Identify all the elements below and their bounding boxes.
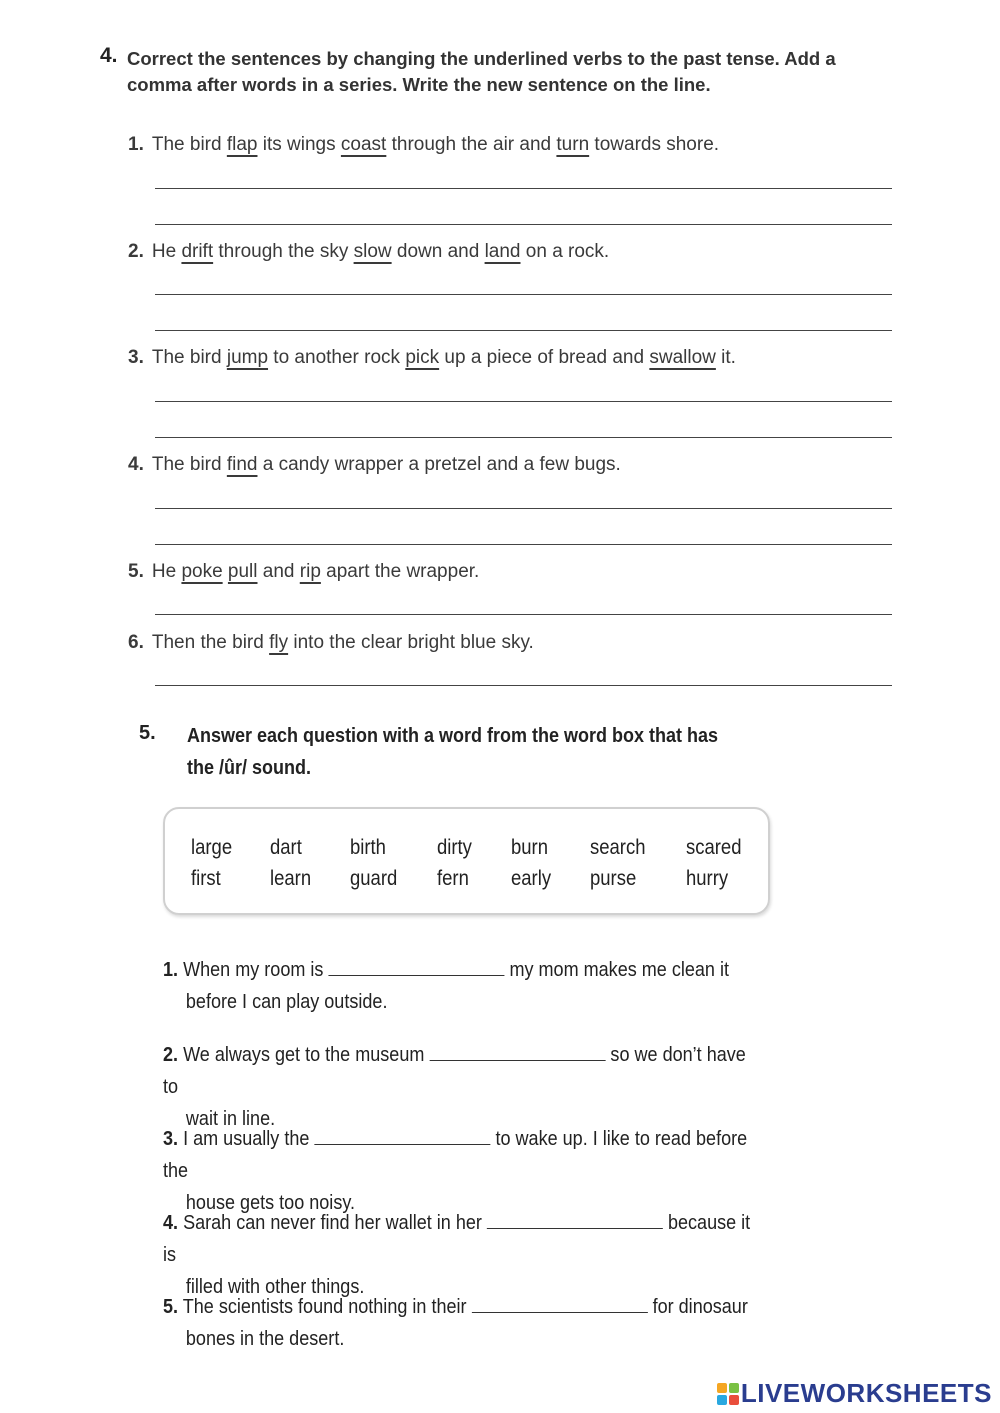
question-number: 1. bbox=[163, 958, 179, 981]
section-4-number: 4. bbox=[100, 44, 118, 67]
question-item bbox=[163, 1207, 761, 1303]
sentence-number: 6. bbox=[128, 632, 144, 653]
liveworksheets-logo bbox=[717, 1378, 992, 1409]
word-box-word: hurry bbox=[686, 867, 729, 890]
underlined-verb: flap bbox=[226, 134, 258, 155]
word-box-word: burn bbox=[511, 836, 548, 859]
brand-name: LIVEWORKSHEETS bbox=[740, 1378, 992, 1408]
sentence-text: to another rock bbox=[268, 347, 406, 368]
sentence-text: and bbox=[257, 561, 300, 582]
sentence-text: The bird bbox=[151, 454, 227, 475]
sentence-text: on a rock. bbox=[520, 241, 610, 262]
sentence-number: 5. bbox=[128, 561, 144, 582]
question-line-1 bbox=[163, 954, 761, 986]
question-text-before: I am usually the bbox=[183, 1127, 310, 1150]
question-item bbox=[163, 1039, 761, 1135]
question-number: 2. bbox=[163, 1043, 179, 1066]
word-box-word: first bbox=[191, 867, 221, 890]
answer-line[interactable] bbox=[155, 544, 892, 545]
word-box bbox=[163, 807, 770, 915]
sentence-text: it. bbox=[715, 347, 736, 368]
sentence-text: He bbox=[151, 561, 182, 582]
sentence-text: The bird bbox=[151, 134, 227, 155]
word-box-word: learn bbox=[270, 867, 312, 890]
underlined-verb: poke bbox=[181, 561, 223, 582]
underlined-verb: turn bbox=[556, 134, 590, 155]
section-5-instruction bbox=[187, 720, 745, 784]
question-text-after: so we don’t have to bbox=[163, 1043, 746, 1098]
answer-blank[interactable] bbox=[328, 957, 504, 976]
section-4-instruction: Correct the sentences by changing the underlined verbs to the past tense. Add a comma after words in a series. Write the new sentence on the line. bbox=[127, 48, 836, 95]
answer-blank[interactable] bbox=[472, 1294, 648, 1313]
answer-blank[interactable] bbox=[314, 1126, 490, 1145]
word-box-word: dart bbox=[270, 836, 302, 859]
question-text-before: Sarah can never find her wallet in her bbox=[183, 1211, 482, 1234]
answer-line[interactable] bbox=[155, 188, 892, 189]
question-text-after: because it is bbox=[163, 1211, 751, 1266]
question-number: 3. bbox=[163, 1127, 179, 1150]
answer-line[interactable] bbox=[155, 294, 892, 295]
question-line-2: filled with other things. bbox=[185, 1275, 365, 1298]
question-text-before: We always get to the museum bbox=[183, 1043, 425, 1066]
answer-blank[interactable] bbox=[429, 1042, 605, 1061]
word-box-word: guard bbox=[350, 867, 398, 890]
question-item bbox=[163, 1291, 761, 1355]
question-text-before: The scientists found nothing in their bbox=[182, 1295, 467, 1318]
instruction-line-1: Answer each question with a word from the word box that has bbox=[187, 725, 719, 747]
answer-line[interactable] bbox=[155, 614, 892, 615]
question-line-2: house gets too noisy. bbox=[185, 1191, 356, 1214]
logo-icon bbox=[717, 1383, 739, 1405]
question-number: 4. bbox=[163, 1211, 179, 1234]
question-line-1 bbox=[163, 1207, 761, 1271]
underlined-verb: find bbox=[226, 454, 258, 475]
sentence-text: its wings bbox=[257, 134, 341, 155]
word-box-word: large bbox=[191, 836, 233, 859]
answer-line[interactable] bbox=[155, 685, 892, 686]
underlined-verb: jump bbox=[226, 347, 269, 368]
sentence-text: towards shore. bbox=[589, 134, 720, 155]
sentence-number: 1. bbox=[128, 134, 144, 155]
word-box-word: purse bbox=[590, 867, 637, 890]
underlined-verb: rip bbox=[299, 561, 321, 582]
question-line-2: bones in the desert. bbox=[185, 1327, 345, 1350]
word-box-word: birth bbox=[350, 836, 386, 859]
question-item bbox=[163, 954, 761, 1018]
sentence-item bbox=[128, 561, 479, 583]
question-line-1 bbox=[163, 1123, 761, 1187]
question-text-after: for dinosaur bbox=[652, 1295, 748, 1318]
word-box-word: early bbox=[511, 867, 552, 890]
sentence-item bbox=[128, 347, 736, 369]
word-box-word: dirty bbox=[437, 836, 472, 859]
sentence-item bbox=[128, 134, 719, 156]
word-box-word: scared bbox=[686, 836, 742, 859]
answer-blank[interactable] bbox=[487, 1210, 663, 1229]
answer-line[interactable] bbox=[155, 401, 892, 402]
underlined-verb: coast bbox=[340, 134, 387, 155]
question-line-1 bbox=[163, 1291, 761, 1323]
answer-line[interactable] bbox=[155, 330, 892, 331]
sentence-text: through the air and bbox=[386, 134, 557, 155]
question-line-2: before I can play outside. bbox=[185, 990, 388, 1013]
question-text-before: When my room is bbox=[183, 958, 324, 981]
sentence-item bbox=[128, 454, 621, 476]
underlined-verb: pick bbox=[405, 347, 440, 368]
section-5-number: 5. bbox=[139, 722, 156, 744]
sentence-text: up a piece of bread and bbox=[439, 347, 650, 368]
sentence-item bbox=[128, 632, 534, 654]
sentence-text: apart the wrapper. bbox=[320, 561, 480, 582]
question-text-after: my mom makes me clean it bbox=[509, 958, 730, 981]
underlined-verb: land bbox=[484, 241, 521, 262]
underlined-verb: swallow bbox=[649, 347, 716, 368]
instruction-line-2: the /ûr/ sound. bbox=[187, 757, 312, 779]
underlined-verb: pull bbox=[227, 561, 258, 582]
sentence-text: a candy wrapper a pretzel and a few bugs. bbox=[257, 454, 621, 475]
underlined-verb: slow bbox=[353, 241, 392, 262]
answer-line[interactable] bbox=[155, 224, 892, 225]
sentence-text: The bird bbox=[151, 347, 227, 368]
sentence-text: through the sky bbox=[213, 241, 354, 262]
word-box-word: search bbox=[590, 836, 646, 859]
question-number: 5. bbox=[163, 1295, 179, 1318]
sentence-number: 3. bbox=[128, 347, 144, 368]
answer-line[interactable] bbox=[155, 508, 892, 509]
question-line-1 bbox=[163, 1039, 761, 1103]
question-line-2: wait in line. bbox=[185, 1107, 276, 1130]
question-text-after: to wake up. I like to read before the bbox=[163, 1127, 748, 1182]
sentence-item bbox=[128, 241, 609, 263]
sentence-number: 4. bbox=[128, 454, 144, 475]
sentence-number: 2. bbox=[128, 241, 144, 262]
word-box-word: fern bbox=[437, 867, 469, 890]
sentence-text: He bbox=[151, 241, 182, 262]
underlined-verb: fly bbox=[269, 632, 289, 653]
sentence-text: into the clear bright blue sky. bbox=[288, 632, 534, 653]
answer-line[interactable] bbox=[155, 437, 892, 438]
sentence-text: Then the bird bbox=[151, 632, 270, 653]
underlined-verb: drift bbox=[181, 241, 214, 262]
question-item bbox=[163, 1123, 761, 1219]
sentence-text: down and bbox=[391, 241, 485, 262]
